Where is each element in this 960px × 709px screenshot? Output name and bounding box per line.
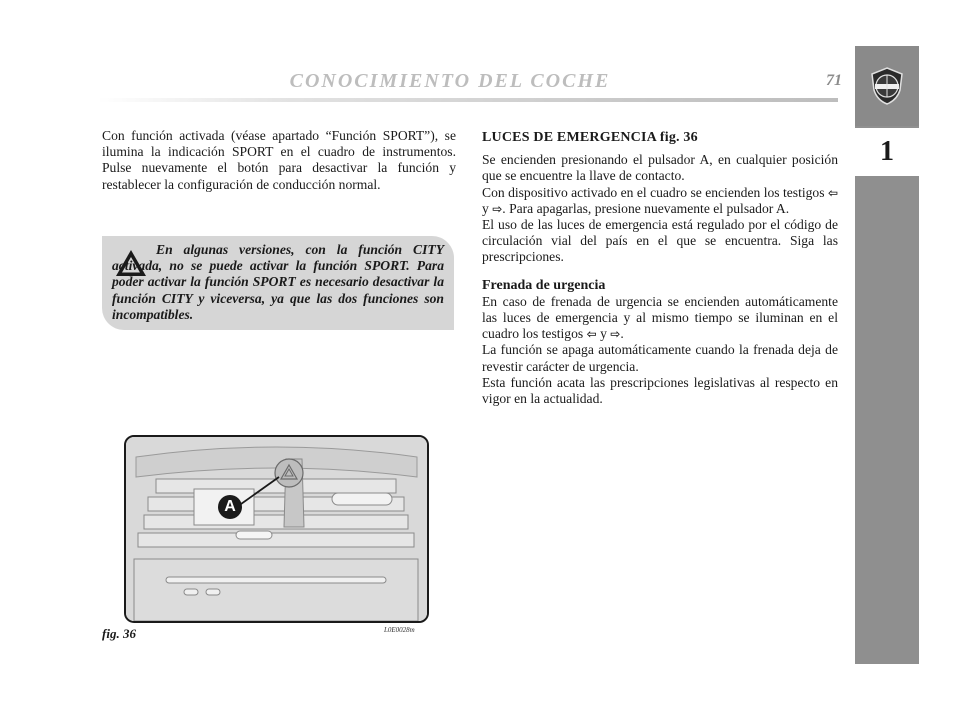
turn-right-indicator-icon: ⇨	[492, 201, 503, 216]
figure-code: L0E0028m	[384, 626, 415, 634]
sidebar-logo-box	[855, 46, 919, 126]
subsection-heading: Frenada de urgencia	[482, 277, 606, 293]
paragraph-4-text: En caso de frenada de urgencia se encienden automáticamente las luces de emergencia y al mismo tiempo se iluminan en el cuadro los testigos	[482, 293, 838, 342]
section-heading: LUCES DE EMERGENCIA fig. 36	[482, 130, 698, 145]
paragraph-2-end: . Para apagarlas, presione nuevamente el pulsador A.	[502, 200, 790, 216]
paragraph-5: La función se apaga automáticamente cuando la frenada deja de revestir carácter de urgencia.	[482, 342, 838, 374]
figure-caption: fig. 36	[102, 626, 136, 641]
paragraph-3: El uso de las luces de emergencia está regulado por el código de circulación vial del país en el que se encuentra. Siga las prescripciones.	[482, 217, 838, 265]
paragraph-1: Se encienden presionando el pulsador A, en cualquier posición que se encuentre la llave de contacto.	[482, 152, 838, 184]
chapter-number: 1	[880, 136, 894, 167]
right-column	[482, 130, 838, 407]
figure-36-image	[124, 435, 429, 623]
paragraph-6: Esta función acata las prescripciones legislativas al respecto en vigor en la actualidad.	[482, 374, 838, 407]
lancia-logo-icon	[869, 66, 905, 106]
header-divider	[98, 98, 838, 102]
paragraph-4	[482, 294, 838, 343]
warning-box	[102, 236, 454, 330]
paragraph-2	[482, 185, 838, 217]
callout-a	[218, 495, 242, 519]
callout-a-label: A	[224, 498, 236, 515]
warning-text: En algunas versiones, con la función CITY activada, no se puede activar la función SPORT. Para poder activar la función SPORT es necesario desactivar la función CITY y viceversa, ya que las dos funciones son incompatibles.	[112, 242, 444, 322]
turn-left-indicator-icon-2: ⇦	[586, 327, 597, 342]
paragraph-4-end: .	[620, 326, 624, 342]
sidebar-lower	[855, 176, 919, 664]
page-header-title: CONOCIMIENTO DEL COCHE	[289, 70, 611, 92]
intro-paragraph: Con función activada (véase apartado “Función SPORT”), se ilumina la indicación SPORT en el cuadro de instrumentos. Pulse nuevamente el botón para desactivar la función y restablecer la configuración de conducción normal.	[102, 128, 456, 192]
page-number: 71	[826, 72, 842, 89]
paragraph-2-and: y	[482, 200, 489, 216]
turn-right-indicator-icon-2: ⇨	[610, 327, 621, 342]
dashboard-illustration	[126, 437, 427, 621]
paragraph-2-start: Con dispositivo activado en el cuadro se encienden los testigos	[482, 184, 825, 200]
paragraph-4-and: y	[600, 326, 607, 342]
turn-left-indicator-icon: ⇦	[827, 185, 838, 200]
